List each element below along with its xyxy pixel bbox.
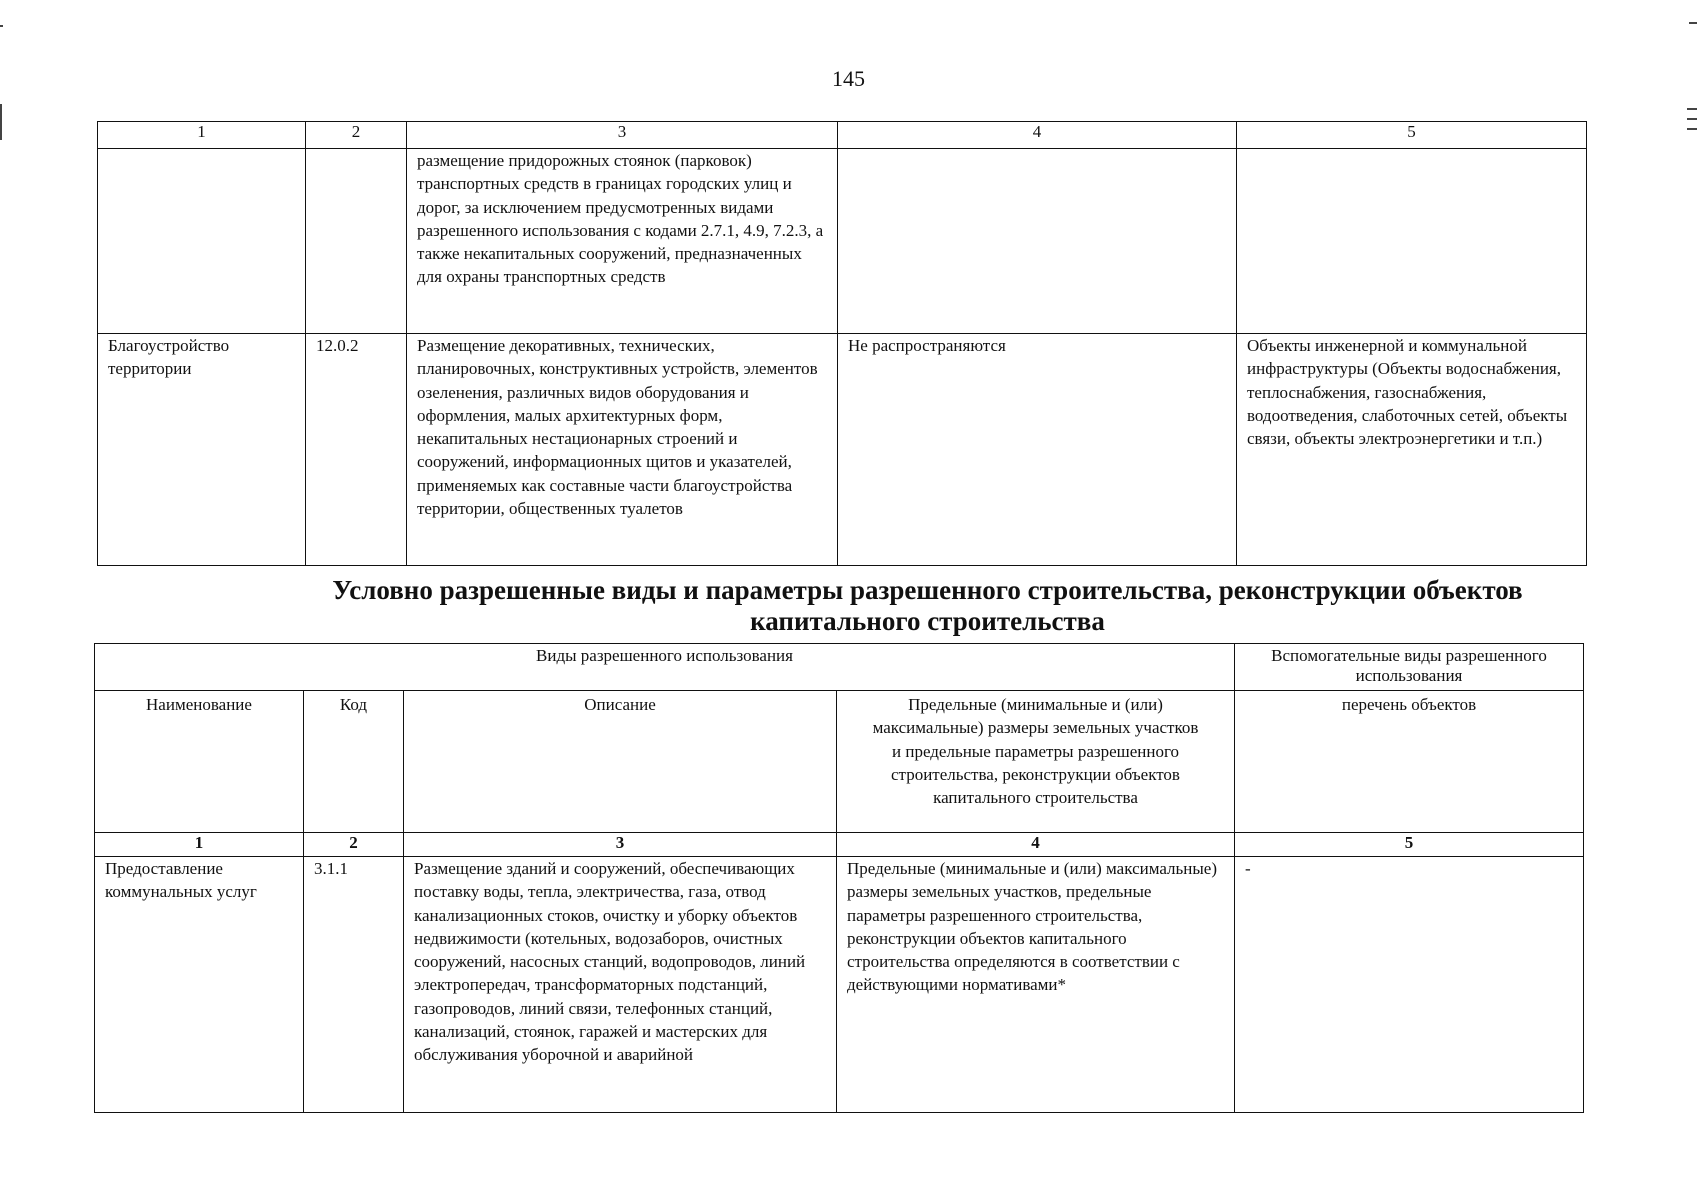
column-number: 5 <box>1237 122 1587 149</box>
use-description-cell: Размещение зданий и сооружений, обеспечивающих поставку воды, тепла, электричества, газа, отвод канализационных стоков, очистку и уборку объектов недвижимости (котельных, водозаборов, очистных сооружений, насосных станций, водопроводов, линий электропередач, трансформаторных подстанций, газопроводов, линий связи, телефонных станций, канализаций, стоянок, гаражей и мастерских для обслуживания уборочной и аварийной <box>404 857 837 1113</box>
group-header-auxiliary: Вспомогательные виды разрешенного использования <box>1235 644 1584 691</box>
parameters-cell: Предельные (минимальные и (или) максимальные) размеры земельных участков, предельные параметры разрешенного строительства, реконструкции объектов капитального строительства определяются в соответствии с действующими нормативами* <box>837 857 1235 1113</box>
group-header-row <box>95 644 1584 691</box>
section-title: Условно разрешенные виды и параметры разрешенного строительства, реконструкции объектов капитального строительства <box>332 575 1523 636</box>
column-number: 2 <box>304 833 404 857</box>
column-number: 2 <box>306 122 407 149</box>
right-margin-mark <box>1687 118 1697 120</box>
table-row <box>98 334 1587 566</box>
column-number-row <box>95 833 1584 857</box>
use-name-cell: Предоставление коммунальных услуг <box>95 857 304 1113</box>
page-number: 145 <box>832 66 865 91</box>
column-number: 3 <box>407 122 838 149</box>
use-code-cell: 3.1.1 <box>304 857 404 1113</box>
column-header-parameters: Предельные (минимальные и (или) максимальные) размеры земельных участков и предельные параметры разрешенного строительства, реконструкции объектов капитального строительства <box>837 691 1235 833</box>
use-name-cell <box>98 149 306 334</box>
column-number: 3 <box>404 833 837 857</box>
column-number: 4 <box>838 122 1237 149</box>
table-row <box>95 857 1584 1113</box>
group-header-main: Виды разрешенного использования <box>95 644 1235 691</box>
column-number: 5 <box>1235 833 1584 857</box>
parameters-cell <box>838 149 1237 334</box>
column-number: 4 <box>837 833 1235 857</box>
column-header-object-list: перечень объектов <box>1235 691 1584 833</box>
column-number-row <box>98 122 1587 149</box>
right-margin-mark <box>1687 128 1697 130</box>
column-header-row <box>95 691 1584 833</box>
column-header-name: Наименование <box>95 691 304 833</box>
use-description-cell: размещение придорожных стоянок (парковок) транспортных средств в границах городских улиц и дорог, за исключением предусмотренных видами разрешенного использования с кодами 2.7.1, 4.9, 7.2.3, а также некапитальных сооружений, предназначенных для охраны транспортных средств <box>407 149 838 334</box>
use-code-cell <box>306 149 407 334</box>
right-margin-mark <box>1687 108 1697 110</box>
permitted-uses-table-continued <box>97 121 1587 566</box>
left-margin-mark <box>0 25 3 27</box>
column-header-description: Описание <box>404 691 837 833</box>
table-row <box>98 149 1587 334</box>
right-margin-mark <box>1689 22 1697 24</box>
column-number: 1 <box>98 122 306 149</box>
use-name-cell: Благоустройство территории <box>98 334 306 566</box>
auxiliary-uses-cell <box>1237 149 1587 334</box>
use-description-cell: Размещение декоративных, технических, планировочных, конструктивных устройств, элементов озеленения, различных видов оборудования и оформления, малых архитектурных форм, некапитальных нестационарных строений и сооружений, информационных щитов и указателей, применяемых как составные части благоустройства территории, общественных туалетов <box>407 334 838 566</box>
parameters-cell: Не распространяются <box>838 334 1237 566</box>
left-margin-mark <box>0 104 2 140</box>
use-code-cell: 12.0.2 <box>306 334 407 566</box>
column-header-code: Код <box>304 691 404 833</box>
conditionally-permitted-uses-table <box>94 643 1584 1113</box>
auxiliary-uses-cell: Объекты инженерной и коммунальной инфраструктуры (Объекты водоснабжения, теплоснабжения, газоснабжения, водоотведения, слаботочных сетей, объекты связи, объекты электроэнергетики и т.п.) <box>1237 334 1587 566</box>
auxiliary-uses-cell: - <box>1235 857 1584 1113</box>
column-number: 1 <box>95 833 304 857</box>
